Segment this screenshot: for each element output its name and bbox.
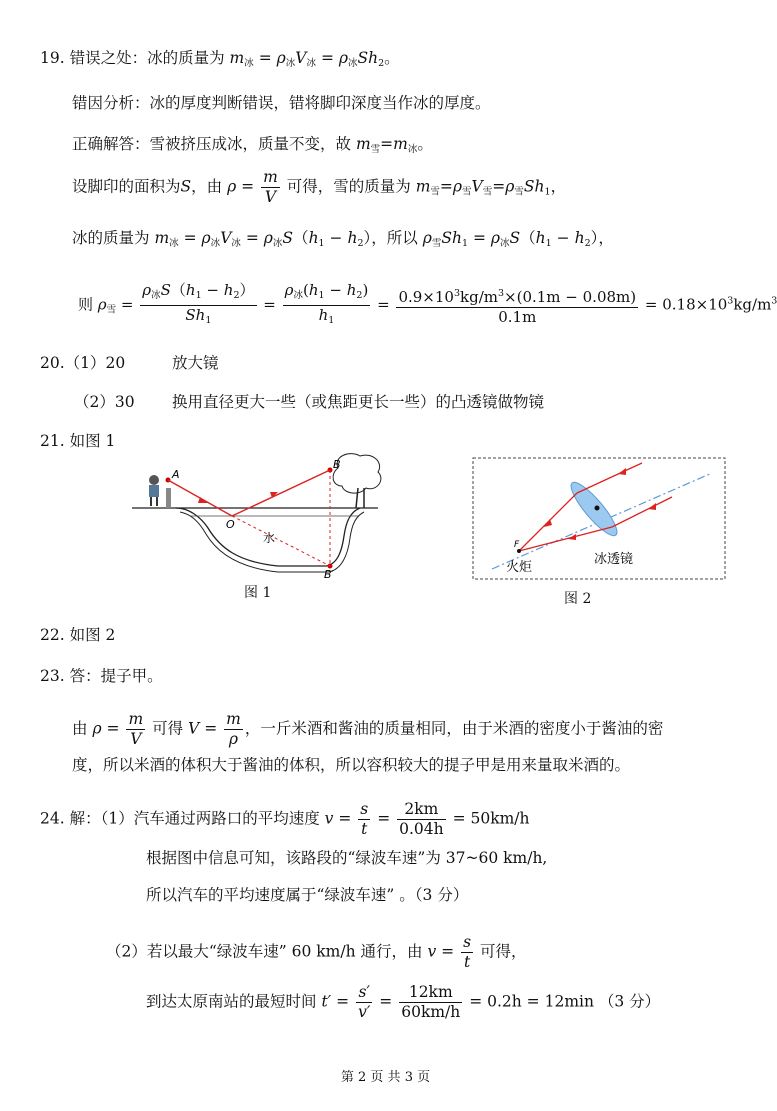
label-torch: 火炬 [506,560,533,575]
figure-1-caption: 图 1 [244,585,272,601]
q19-correct [72,134,433,160]
q19-line1 [40,48,400,74]
label-water: 水 [263,531,276,545]
sub-ice: 冰 [272,238,283,249]
label-F: F [514,540,520,550]
sub-ice: 冰 [169,238,179,249]
sub-snow: 雪 [482,186,493,198]
q19-ice-mass [72,228,614,254]
sym-rho: ρ [227,177,237,196]
sub-2: 2 [356,290,363,301]
q23-line1 [72,710,663,749]
frac-den: V [264,188,277,206]
frac-den: ρ [228,730,239,748]
frac-num: s [463,933,472,951]
eq: = [377,295,390,314]
period: 。 [417,135,433,153]
sym-S: S [509,229,521,247]
frac-num: s′ [356,983,372,1003]
page-footer: 第 2 页 共 3 页 [340,1070,431,1085]
sub-snow: 雪 [431,238,442,249]
sym-V: V [471,177,483,196]
then: 则 [78,295,94,314]
sym-Sh: Sh [523,177,545,196]
frac-den: t [463,953,471,971]
sym-h: h [535,229,546,247]
sym-h: h [318,306,329,324]
sub-ice: 冰 [500,238,510,249]
q24-p2-text: （2）若以最大“绿波车速” 60 km/h 通行，由 [106,942,423,961]
sub-1: 1 [318,290,325,301]
sub-ice: 冰 [231,238,241,249]
label-ice-lens: 冰透镜 [594,552,634,567]
sym-V: V [220,229,232,247]
frac-num [140,281,256,306]
frac-num: s [360,800,369,818]
minus: − [206,281,219,299]
sym-Sh: Sh [441,229,462,247]
eq: = [492,177,506,196]
eq: = [320,49,334,67]
q24-part2-line2 [146,983,660,1022]
person-post [166,488,171,508]
fraction-2 [283,281,371,330]
sub-ice: 冰 [348,58,358,69]
eq: = [380,135,394,153]
frac-den: v′ [358,1003,371,1021]
q24-line1 [40,800,530,839]
sub-snow: 雪 [370,144,381,155]
q20-number: 20. [40,354,65,372]
ray-reflected [232,470,330,516]
q20-p1-answer: 放大镜 [172,354,219,372]
sub-ice: 冰 [151,290,161,301]
q19-reason: 错因分析：冰的厚度判断错误，错将脚印深度当作冰的厚度。 [72,94,491,112]
sub-ice: 冰 [210,238,221,249]
sym-V: V [295,49,307,67]
sub-1: 1 [544,186,551,198]
sup-3: 3 [727,295,734,307]
q19-assume-snow: 可得，雪的质量为 [286,177,411,196]
frac-den: 60km/h [401,1003,461,1021]
sub-ice: 冰 [293,290,303,301]
sub-ice: 冰 [407,144,418,155]
sym-rho: ρ [92,719,102,738]
eq: = [245,229,259,247]
sub-snow: 雪 [106,304,117,316]
num-expr: 0.9×10 [398,288,454,306]
sym-rho: ρ [505,177,515,196]
sym-m: m [355,135,371,153]
eq: = [379,992,393,1011]
sym-Sh: Sh [185,306,206,324]
fraction-3 [396,284,638,327]
frac-num: m [128,710,144,728]
q20-p2-label: （2）30 [74,393,135,411]
sub-2: 2 [357,238,364,249]
q24-p2-obtain: 可得， [480,942,527,961]
eq: = [338,809,352,828]
sym-h: h [185,281,196,299]
ray-virtual [232,516,330,566]
q19-assume [72,168,566,207]
sym-rho: ρ [490,229,501,247]
frac-den: 0.04h [399,820,444,838]
sub-2: 2 [584,238,591,249]
sym-S: S [282,229,294,247]
q24-result2: = 0.2h = 12min [469,992,594,1011]
q24-line3: 所以汽车的平均速度属于“绿波车速” 。（3 分） [146,886,469,904]
eq: = [106,719,120,738]
person-icon [149,475,159,506]
ray-2-in [612,497,672,527]
unit: kg/m [460,288,498,306]
sym-rho: ρ [201,229,211,247]
num-expr2: (0.1m − 0.08m) [516,288,637,306]
comma: ， [550,177,567,196]
eq: = [258,49,272,67]
q24-part2 [106,933,527,972]
sub-1: 1 [318,238,325,249]
sym-h: h [308,229,319,247]
paren: （ [170,281,186,299]
sym-rho: ρ [276,49,286,67]
sym-rho: ρ [284,281,294,299]
frac-num [396,284,638,308]
sym-Sh: Sh [357,49,379,67]
q19-error-label: 错误之处：冰的质量为 [69,49,225,67]
sub-ice: 冰 [285,58,296,69]
eq: = [263,295,276,314]
frac-num: 2km [397,800,446,820]
unit: kg/m [733,295,772,314]
paren: ） [363,229,372,247]
fraction-1 [140,281,256,330]
eq: = [183,229,197,247]
eq: = [472,229,486,247]
sym-h: h [223,281,234,299]
sym-h: h [308,281,319,299]
sym-v: v [324,809,334,828]
sub-1: 1 [205,315,212,326]
sym-h: h [347,229,358,247]
sym-V: V [188,719,200,738]
sup-3: 3 [453,288,460,299]
paren: ） [590,229,599,247]
sub-1: 1 [328,315,335,326]
fraction-m-over-V [126,710,145,749]
fraction-m-over-V [261,168,280,207]
so: ，所以 [371,229,418,247]
fraction-2km [397,800,446,839]
fraction-m-over-rho [224,710,243,749]
sub-1: 1 [195,290,202,301]
q19-result [78,281,777,330]
sym-m: m [229,49,245,67]
sym-rho: ρ [142,281,152,299]
sym-S: S [180,177,192,196]
sym-rho: ρ [97,295,107,314]
eq: = [204,719,218,738]
q24-result1: = 50km/h [452,809,530,828]
sub-ice: 冰 [306,58,316,69]
frac-den: 0.1m [498,308,537,326]
sym-h: h [574,229,585,247]
sym-m: m [415,177,431,196]
q24-head: 24. 解：（1）汽车通过两路口的平均速度 [40,809,320,828]
q20-p1-label: （1）20 [64,354,126,372]
ray-1-in [577,463,642,493]
fraction-s-over-t [461,933,473,972]
eq: = [439,177,453,196]
sym-m: m [393,135,408,153]
sym-rho: ρ [338,49,348,67]
ray-2-out [519,527,612,551]
q19-assume-by: ，由 [191,177,223,196]
frac-den [283,306,371,330]
q19-correct-text: 正确解答：雪被挤压成冰，质量不变，故 [72,135,352,153]
sym-h: h [346,281,357,299]
q23-by: 由 [72,719,88,738]
frac-num: 12km [399,983,462,1003]
q24-score2: （3 分） [598,992,661,1011]
sym-S: S [160,281,171,299]
q24-line2: 根据图中信息可知，该路段的“绿波车速”为 37~60 km/h, [146,849,548,867]
frac-den [140,306,256,330]
sub-2: 2 [233,290,240,301]
result: = 0.18×10 [644,295,728,314]
period: 。 [384,49,400,67]
figure-2 [472,457,727,581]
figure-2-caption: 图 2 [564,591,592,607]
sup-3: 3 [497,288,505,299]
q23-line2: 度，所以米酒的体积大于酱油的体积，所以容积较大的提子甲是用来量取米酒的。 [72,756,631,774]
sup-3: 3 [771,295,777,307]
eq: = [377,809,391,828]
frac-num: m [263,168,278,186]
q23-head: 23. 答：提子甲。 [40,667,163,685]
q23-obtain: 可得 [152,719,184,738]
sym-rho: ρ [422,229,432,247]
sub-2: 2 [378,58,385,69]
label-B-prime: B′ [324,568,335,581]
q20-line1 [40,353,125,373]
eq: = [441,942,455,961]
q24-p2-shortest: 到达太原南站的最短时间 [146,992,317,1011]
figure-1 [128,450,398,580]
sub-1: 1 [461,238,469,249]
sub-snow: 雪 [462,186,472,198]
fraction-s-over-t [358,800,370,839]
label-B: B [333,458,341,471]
frac-num: $\rho_冰(h_1 - h_2)$ [283,281,371,306]
arrow-1 [618,468,626,475]
sub-snow: 雪 [514,186,524,198]
q19-ice-mass-text: 冰的质量为 [72,229,150,247]
arrow-3 [544,519,552,527]
sym-rho: ρ [452,177,463,196]
q19-assume-text: 设脚印的面积为 [72,177,181,196]
q21-text: 21. 如图 1 [40,432,116,450]
sym-v: v [427,942,437,961]
minus: − [556,229,570,247]
comma: ， [598,229,614,247]
eq: = [120,295,134,314]
sub-ice: 冰 [244,58,254,69]
sub-1: 1 [545,238,552,249]
q23-text1: ，一斤米酒和酱油的质量相同，由于米酒的密度小于酱油的密 [244,719,664,738]
paren: （ [520,229,536,247]
sym-t-prime: t′ [321,992,332,1011]
lens-center [595,506,600,511]
sym-m: m [154,229,170,247]
frac-den: V [130,730,142,748]
arrow-2 [648,503,656,510]
frac-den: t [361,820,368,838]
q22-text: 22. 如图 2 [40,626,116,644]
paren: （ [293,229,309,247]
q20-p2-answer: 换用直径更大一些（或焦距更长一些）的凸透镜做物镜 [172,393,545,411]
minus: − [329,229,343,247]
sub-snow: 雪 [430,186,440,198]
minus: − [329,281,342,299]
eq: = [241,177,255,196]
times: × [504,288,517,306]
label-A: A [172,468,180,481]
q19-number: 19. [40,49,65,67]
paren: ） [239,281,255,299]
label-O: O [226,518,235,531]
eq: = [336,992,350,1011]
frac-num: m [226,710,241,728]
fraction-s-prime-over-v-prime [356,983,372,1022]
fraction-12km [399,983,462,1022]
sym-rho: ρ [263,229,273,247]
